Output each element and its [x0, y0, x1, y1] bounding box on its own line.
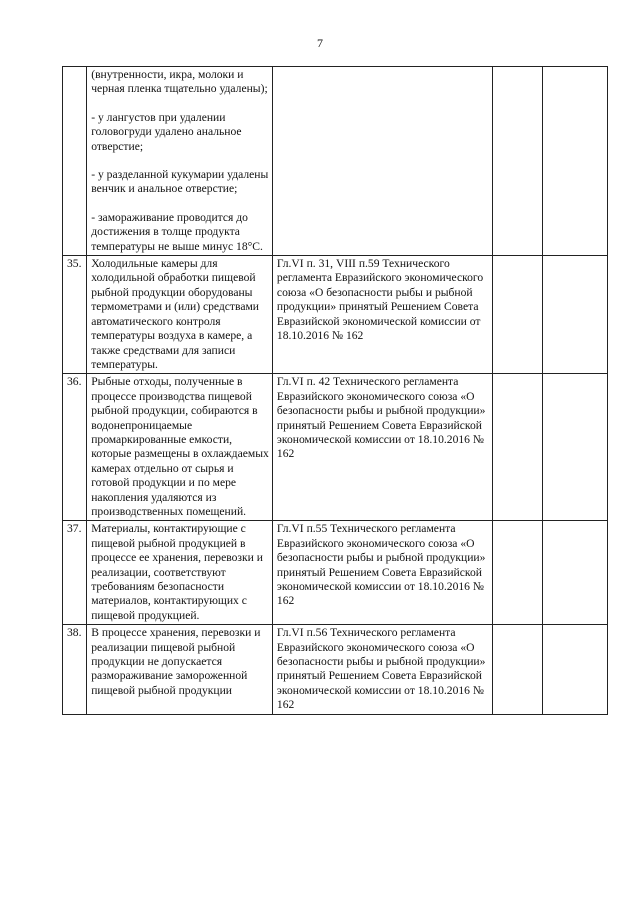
- requirement-cell: [87, 625, 273, 714]
- reference-cell: [272, 67, 492, 256]
- requirement-text: (внутренности, икра, молоки и черная пленка тщательно удалены);: [91, 68, 268, 96]
- requirement-text: Рыбные отходы, полученные в процессе производства пищевой рыбной продукции, собираются в водонепроницаемые промаркированные емкости, которые размещены в охлаждаемых камерах отдельно от сырья и готовой продукции и по мере накопления удаляются из производственных помещений.: [91, 375, 269, 518]
- table-row: [63, 625, 608, 714]
- reference-cell: Гл.VI п. 31, VIII п.59 Технического регламента Евразийского экономического союза «О безопасности рыбы и рыбной продукции» принятый Решением Совета Евразийской экономической комиссии от 18.10.2016 № 162: [272, 256, 492, 374]
- empty-cell: [492, 67, 542, 256]
- requirement-text: Холодильные камеры для холодильной обработки пищевой рыбной продукции оборудованы термометрами и (или) средствами автоматического контроля температуры воздуха в камере, а также средствами для записи температуры.: [91, 257, 260, 371]
- requirement-text: - замораживание проводится до достижения в толще продукта температуры не выше минус 18°С.: [91, 210, 263, 253]
- reference-cell: Гл.VI п. 42 Технического регламента Евразийского экономического союза «О безопасности рыбы и рыбной продукции» принятый Решением Совета Евразийской экономической комиссии от 18.10.2016 № 162: [272, 374, 492, 521]
- table-row: [63, 521, 608, 625]
- reference-cell: Гл.VI п.56 Технического регламента Евразийского экономического союза «О безопасности рыбы и рыбной продукции» принятый Решением Совета Евразийской экономической комиссии от 18.10.2016 № 162: [272, 625, 492, 714]
- empty-cell: [492, 521, 542, 625]
- row-number: 38.: [63, 625, 87, 714]
- empty-cell: [543, 521, 608, 625]
- requirement-cell: [87, 256, 273, 374]
- table-row: [63, 67, 608, 256]
- empty-cell: [543, 256, 608, 374]
- empty-cell: [492, 374, 542, 521]
- requirement-text: - у лангустов при удалении головогруди удалено анальное отверстие;: [91, 110, 242, 153]
- empty-cell: [492, 625, 542, 714]
- requirement-cell: [87, 374, 273, 521]
- row-number: [63, 67, 87, 256]
- requirement-text: Материалы, контактирующие с пищевой рыбной продукцией в процессе ее хранения, перевозки и реализации, соответствуют требованиям безопасности материалов, контактирующих с пищевой продукцией.: [91, 522, 263, 622]
- empty-cell: [543, 67, 608, 256]
- row-number: 37.: [63, 521, 87, 625]
- table-row: [63, 256, 608, 374]
- reference-cell: Гл.VI п.55 Технического регламента Евразийского экономического союза «О безопасности рыбы и рыбной продукции» принятый Решением Совета Евразийской экономической комиссии от 18.10.2016 № 162: [272, 521, 492, 625]
- requirements-table: [62, 66, 608, 715]
- row-number: 36.: [63, 374, 87, 521]
- empty-cell: [543, 374, 608, 521]
- row-number: 35.: [63, 256, 87, 374]
- requirement-cell: [87, 521, 273, 625]
- requirement-cell: [87, 67, 273, 256]
- page-number: 7: [317, 36, 323, 50]
- table-row: [63, 374, 608, 521]
- requirement-text: - у разделанной кукумарии удалены венчик и анальное отверстие;: [91, 168, 269, 196]
- empty-cell: [492, 256, 542, 374]
- requirement-text: В процессе хранения, перевозки и реализации пищевой рыбной продукции не допускается размораживание замороженной пищевой рыбной продукции: [91, 626, 261, 697]
- empty-cell: [543, 625, 608, 714]
